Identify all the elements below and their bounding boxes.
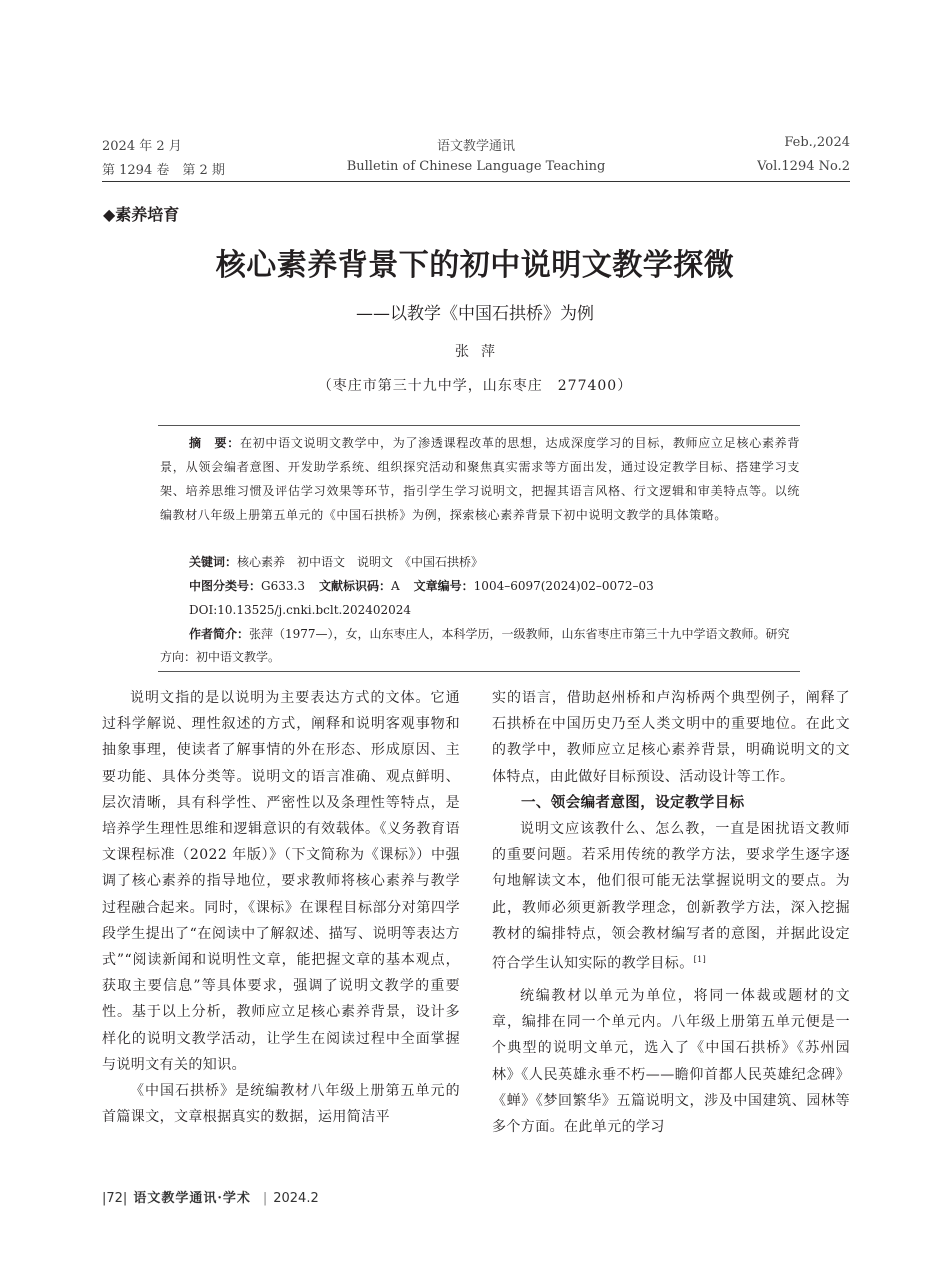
abstract-bottom-rule [158, 671, 800, 672]
article-title: 核心素养背景下的初中说明文教学探微 [215, 248, 735, 283]
abstract [160, 431, 800, 527]
footer-journal: 语文教学通讯·学术 [133, 1191, 251, 1206]
body-paragraph: 实的语言，借助赵州桥和卢沟桥两个典型例子，阐释了石拱桥在中国历史乃至人类文明中的重要地位。在此文的教学中，教师应立足核心素养背景，明确说明文的文体特点，由此做好目标预设、活动设计等工作。 [492, 690, 850, 785]
page-footer [102, 1187, 319, 1206]
column-tag: ◆素养培育 [103, 205, 180, 224]
paragraph-text: 说明文应该教什么、怎么教，一直是困扰语文教师的重要问题。若采用传统的教学方法，要求学生逐字逐句地解读文本，他们很可能无法掌握说明文的要点。为此，教师必须更新教学理念，创新教学方法，深入挖掘教材的编排特点，领会教材编写者的意图，并据此设定符合学生认知实际的教学目标。 [492, 821, 850, 972]
footer-separator: | [262, 1191, 268, 1206]
header-date-cn: 2024 年 2 月 [102, 139, 182, 154]
article-no-label: 文章编号： [413, 579, 474, 593]
doi: DOI:10.13525/j.cnki.bclt.202402024 [189, 603, 412, 617]
header-divider [102, 181, 850, 182]
body-column-right [492, 685, 850, 1140]
clc-code: G633.3 [261, 579, 305, 593]
body-paragraph: 说明文指的是以说明为主要表达方式的文体。它通过科学解说、理性叙述的方式，阐释和说明客观事物和抽象事理，使读者了解事情的外在形态、形成原因、主要功能、具体分类等。说明文的语言准确、观点鲜明、层次清晰，具有科学性、严密性以及条理性等特点，是培养学生理性思维和逻辑意识的有效载体。《义务教育语文课程标准（2022 年版）》（下文简称为《课标》）中强调了核心素养的指导地位，要求教师将核心素养与教学过程融合起来。同时，《课标》在课程目标部分对第四学段学生提出了“在阅读中了解叙述、描写、说明等表达方式”“阅读新闻和说明性文章，能把握文章的基本观点，获取主要信息”等具体要求，强调了说明文教学的重要性。基于以上分析，教师应立足核心素养背景，设计多样化的说明文教学活动，让学生在阅读过程中全面掌握与说明文有关的知识。 [102, 690, 460, 1073]
citation-ref: [1] [693, 955, 707, 965]
header-journal-en: Bulletin of Chinese Language Teaching [346, 159, 606, 174]
header-date-en: Feb.,2024 [784, 135, 850, 150]
article-no: 1004–6097(2024)02–0072–03 [473, 579, 654, 593]
bio-label: 作者简介： [189, 627, 250, 641]
author-name: 张萍 [455, 344, 507, 360]
body-column-left [102, 685, 460, 1130]
abstract-text: 在初中语文说明文教学中，为了渗透课程改革的思想，达成深度学习的目标，教师应立足核心素养背景，从领会编者意图、开发助学系统、组织探究活动和聚焦真实需求等方面出发，通过设定教学目标、搭建学习支架、培养思维习惯及评估学习效果等环节，指引学生学习说明文，把握其语言风格、行文逻辑和审美特点等。以统编教材八年级上册第五单元的《中国石拱桥》为例，探索核心素养背景下初中说明文教学的具体策略。 [160, 436, 801, 522]
author-bio [160, 623, 800, 669]
abstract-label: 摘 要： [189, 436, 240, 450]
page-number: |72| [102, 1191, 128, 1206]
classification-line [189, 574, 654, 598]
header-journal-cn: 语文教学通讯 [436, 139, 515, 154]
body-paragraph [492, 816, 850, 977]
section-heading: 一、领会编者意图，设定教学目标 [521, 794, 745, 811]
clc-label: 中图分类号： [189, 579, 262, 593]
footer-issue: 2024.2 [273, 1191, 319, 1206]
body-paragraph: 《中国石拱桥》是统编教材八年级上册第五单元的首篇课文，文章根据真实的数据，运用简洁平 [102, 1083, 460, 1126]
body-paragraph: 统编教材以单元为单位，将同一体裁或题材的文章，编排在同一个单元内。八年级上册第五单元便是一个典型的说明文单元，选入了《中国石拱桥》《苏州园林》《人民英雄永垂不朽——瞻仰首都人民英雄纪念碑》《蝉》《梦回繁华》五篇说明文，涉及中国建筑、园林等多个方面。在此单元的学习 [492, 987, 850, 1135]
article-subtitle: ——以教学《中国石拱桥》为例 [356, 304, 594, 324]
doc-code-label: 文献标识码： [318, 579, 391, 593]
keywords: 核心素养 初中语文 说明文 《中国石拱桥》 [237, 555, 484, 569]
abstract-top-rule [158, 425, 800, 426]
keywords-line [189, 550, 483, 574]
doc-code: A [390, 579, 400, 593]
bio-text: 张萍（1977—），女，山东枣庄人，本科学历，一级教师，山东省枣庄市第三十九中学语文教师。研究方向：初中语文教学。 [160, 627, 790, 664]
header-volume-cn: 第 1294 卷 第 2 期 [102, 163, 225, 178]
keywords-label: 关键词： [189, 555, 238, 569]
author-affiliation: （枣庄市第三十九中学，山东枣庄 277400） [317, 378, 633, 394]
header-volume-en: Vol.1294 No.2 [757, 159, 850, 174]
